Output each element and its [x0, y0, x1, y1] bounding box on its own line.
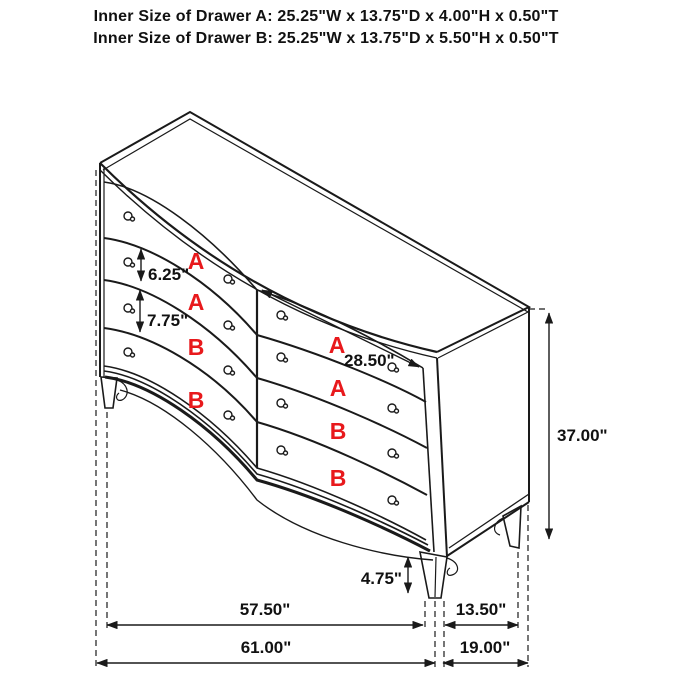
left-bank-row1-label: A [187, 248, 205, 274]
dim-label-overall-depth: 19.00" [459, 638, 511, 657]
dim-label-drawer-b-height: 7.75" [147, 311, 189, 330]
left-bank-row3-label: B [187, 334, 205, 360]
dim-label-leg-height: 4.75" [360, 569, 402, 588]
right-bank-row3-label: B [329, 418, 347, 444]
right-bank-row4-label: B [329, 465, 347, 491]
title-line-drawer-a: Inner Size of Drawer A: 25.25"W x 13.75"D x 4.00"H x 0.50"T [93, 8, 559, 25]
right-bank-row1-label: A [328, 332, 346, 358]
dim-label-depth-leg-to-leg: 13.50" [455, 600, 507, 619]
left-bank-row4-label: B [187, 387, 205, 413]
dim-label-overall-height: 37.00" [557, 426, 608, 445]
dim-label-drawer-width: 28.50" [344, 351, 395, 370]
dim-label-width-leg-to-leg: 57.50" [239, 600, 291, 619]
front-right-leg-bracket [447, 558, 458, 575]
right-bank-row2-label: A [329, 375, 347, 401]
left-bank-row2-label: A [187, 289, 205, 315]
dim-label-drawer-a-height: 6.25" [148, 265, 190, 284]
dim-label-overall-width: 61.00" [240, 638, 292, 657]
title-line-drawer-b: Inner Size of Drawer B: 25.25"W x 13.75"D x 5.50"H x 0.50"T [93, 30, 559, 47]
